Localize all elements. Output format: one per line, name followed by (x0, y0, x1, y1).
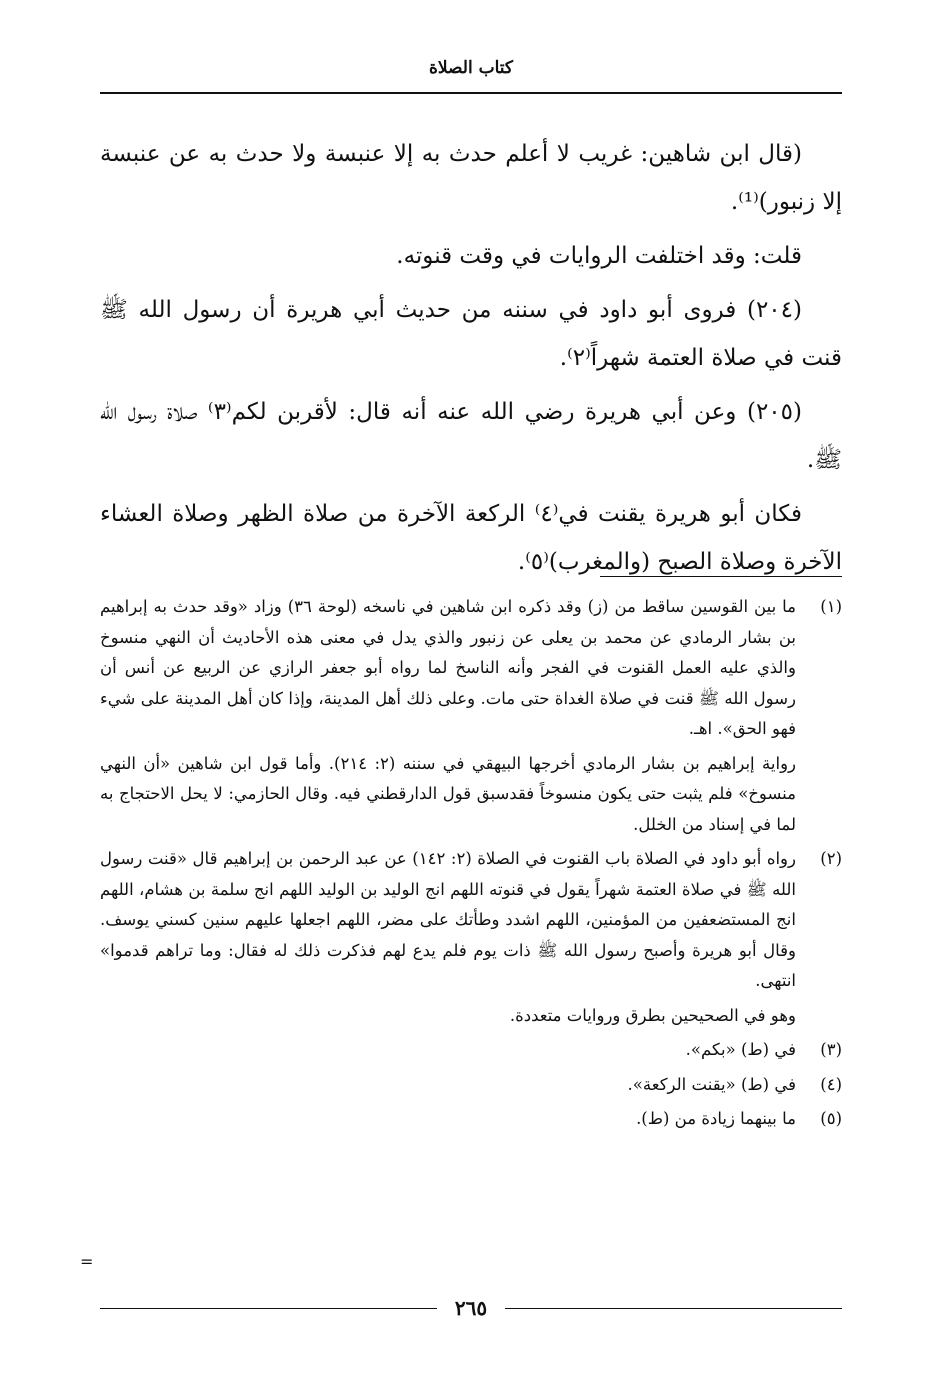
main-paragraph: قلت: وقد اختلفت الروايات في وقت قنوته. (396, 243, 802, 269)
footnote-body (100, 1035, 796, 1070)
footnote-5 (100, 1104, 842, 1139)
footnote-paragraph: وهو في الصحيحين بطرق وروايات متعددة. (509, 1005, 796, 1025)
footnote-paragraph: في (ط) «يقنت الركعة». (627, 1074, 796, 1094)
page-number: ٢٦٥ (454, 1296, 488, 1320)
footnote-1 (100, 592, 842, 844)
footer-rule-left (100, 1308, 437, 1309)
footnote-2 (100, 844, 842, 1035)
footnote-number: (٥) (820, 1109, 842, 1128)
footnote-paragraph: في (ط) «بكم». (685, 1040, 796, 1059)
footnote-paragraph: رواية إبراهيم بن بشار الرمادي أخرجها البيهقي في سننه (٢: ٢١٤). وأما قول ابن شاهين «أن النهي منسوخ» فلم يثبت حتى يكون منسوخاً فقدسبق قول الدارقطني فيه. وقال الحازمي: لا يحل الاحتجاج به لما في إسناد من الخلل. (100, 753, 797, 834)
footnote-3 (100, 1035, 842, 1070)
main-paragraph: (٢٠٤) فروى أبو داود في سننه من حديث أبي هريرة أن رسول الله ﷺ قنت في صلاة العتمة شهراً⁽٢⁾. (100, 297, 842, 371)
header-rule (100, 92, 842, 94)
footnote-number: (٤) (820, 1074, 842, 1094)
footnote-4 (100, 1070, 842, 1105)
main-paragraph: (٢٠٥) وعن أبي هريرة رضي الله عنه أنه قال: لأقربن لكم⁽٣⁾ صلاة رسول الله ﷺ. (100, 399, 842, 473)
running-header: كتاب الصلاة (428, 58, 514, 78)
footnote-paragraph: ما بينهما زيادة من (ط). (636, 1109, 796, 1128)
page-footer (100, 1296, 842, 1320)
footnote-body (100, 1104, 796, 1139)
main-text (100, 130, 842, 592)
footnote-paragraph: رواه أبو داود في الصلاة باب القنوت في الصلاة (٢: ١٤٢) عن عبد الرحمن بن إبراهيم قال «قنت رسول الله ﷺ في صلاة العتمة شهراً يقول في قنوته اللهم انج الوليد بن الوليد اللهم انج سلمة بن هشام، اللهم انج المستضعفين من المؤمنين، اللهم اشدد وطأتك على مضر، اللهم اجعلها عليهم سنين كسني يوسف. وقال أبو هريرة وأصبح رسول الله ﷺ ذات يوم فلم يدع لهم فذكرت ذلك له فقال: وما تراهم قدموا» انتهى. (100, 849, 796, 990)
footnote-separator (600, 576, 842, 577)
footnote-paragraph: ما بين القوسين ساقط من (ز) وقد ذكره ابن شاهين في ناسخه (لوحة ٣٦) وزاد «وقد حدث به إبراهيم بن بشار الرمادي عن محمد بن يعلى عن زنبور والذي يدل في معنى هذه الأحاديث أن النهي منسوخ والذي عليه العمل القنوت في الفجر وأنه الناسخ لما رواه أبو جعفر الرازي عن الربيع عن أنس أن رسول الله ﷺ قنت في صلاة الغداة حتى مات. وعلى ذلك أهل المدينة، وإذا كان أهل المدينة على شيء فهو الحق». اهـ. (100, 597, 797, 738)
footnote-number: (١) (820, 597, 842, 616)
continuation-mark: = (80, 1252, 94, 1271)
footnote-body (100, 592, 796, 844)
footnote-body (100, 844, 796, 1035)
footnote-body (100, 1070, 796, 1105)
main-paragraph: (قال ابن شاهين: غريب لا أعلم حدث به إلا عنبسة ولا حدث به عن عنبسة إلا زنبور)⁽¹⁾. (100, 141, 842, 215)
footnote-number: (٢) (820, 849, 842, 868)
footnote-number: (٣) (820, 1040, 842, 1059)
main-paragraph: فكان أبو هريرة يقنت في⁽٤⁾ الركعة الآخرة من صلاة الظهر وصلاة العشاء الآخرة وصلاة الصبح (والمغرب)⁽٥⁾. (100, 501, 842, 575)
footer-rule-right (505, 1308, 842, 1309)
footnotes (100, 592, 842, 1139)
